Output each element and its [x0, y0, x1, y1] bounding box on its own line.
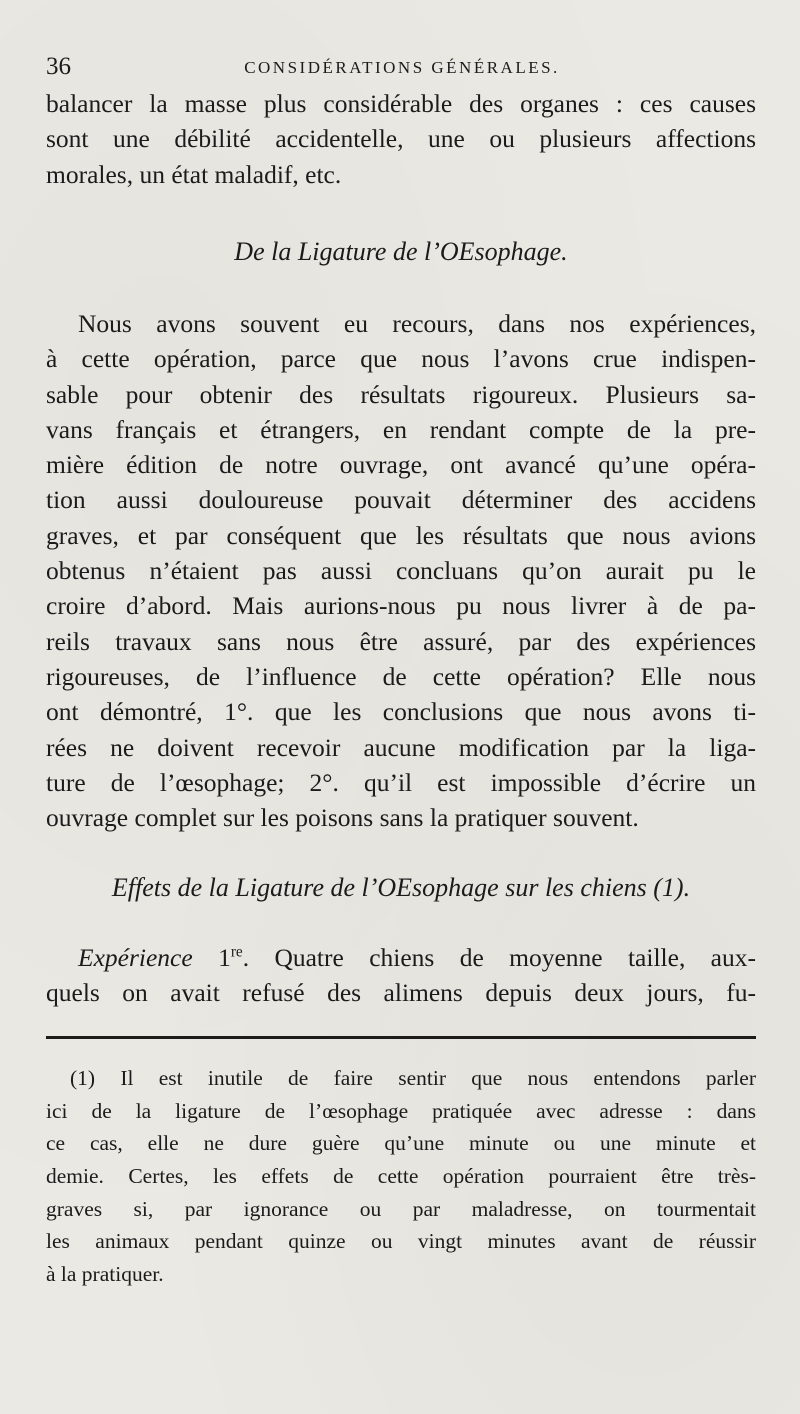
text-line — [46, 940, 756, 975]
text-line: ont démontré, 1°. que les conclusions que nous avons ti- — [46, 697, 756, 727]
text-line: tion aussi douloureuse pouvait déterminer des accidens — [46, 485, 756, 515]
text-line: morales, un état maladif, etc. — [46, 159, 342, 189]
text-line: balancer la masse plus considérable des organes : ces causes — [46, 89, 756, 118]
footnote-line: les animaux pendant quinze ou vingt minutes avant de réussir — [46, 1229, 756, 1254]
text-line: vans français et étrangers, en rendant compte de la pre- — [46, 414, 756, 444]
text-line: ture de l’œsophage; 2°. qu’il est impossible d’écrire un — [46, 767, 756, 797]
footnote-line: ici de la ligature de l’œsophage pratiquée avec adresse : dans — [46, 1098, 756, 1123]
text-line: croire d’abord. Mais aurions-nous pu nous livrer à de pa- — [46, 591, 756, 621]
text-line: sable pour obtenir des résultats rigoureux. Plusieurs sa- — [46, 379, 756, 409]
continued-paragraph — [46, 86, 756, 192]
section-heading-ligature: De la Ligature de l’OEsophage. — [234, 237, 568, 266]
footnote-line: demie. Certes, les effets de cette opération pourraient être très- — [46, 1164, 756, 1189]
footnote-separator-rule — [46, 1036, 756, 1039]
paragraph-ligature-discussion — [46, 306, 756, 835]
footnote-line: à la pratiquer. — [46, 1262, 164, 1287]
footnote-line: graves si, par ignorance ou par maladresse, on tourmentait — [46, 1196, 756, 1221]
page-number: 36 — [46, 53, 71, 80]
running-head — [46, 52, 758, 86]
text-line: rigoureuses, de l’influence de cette opération? Elle nous — [46, 661, 756, 691]
text-line: graves, et par conséquent que les résultats que nous avions — [46, 520, 756, 550]
footnote — [46, 1062, 756, 1291]
text-line: Nous avons souvent eu recours, dans nos expériences, — [78, 309, 756, 338]
text-line: obtenus n’étaient pas aussi concluans qu’on aurait pu le — [46, 556, 756, 586]
experiment-line-1-text: . Quatre chiens de moyenne taille, aux- — [242, 943, 756, 972]
footnote-line: ce cas, elle ne dure guère qu’une minute ou une minute et — [46, 1131, 756, 1156]
text-line: reils travaux sans nous être assuré, par des expériences — [46, 626, 756, 656]
text-line: ouvrage complet sur les poisons sans la pratiquer souvent. — [46, 803, 639, 833]
text-line: sont une débilité accidentelle, une ou plusieurs affections — [46, 124, 756, 154]
section-heading-effects: Effets de la Ligature de l’OEsophage sur les chiens (1). — [111, 873, 691, 902]
paragraph-experiment-1 — [46, 940, 756, 1011]
experiment-ordinal-suffix: re — [230, 943, 243, 961]
experiment-ordinal: 1 — [218, 943, 231, 972]
text-line: rées ne doivent recevoir aucune modification par la liga- — [46, 732, 756, 762]
running-head-title: CONSIDÉRATIONS GÉNÉRALES. — [244, 58, 560, 77]
footnote-line: (1) Il est inutile de faire sentir que nous entendons parler — [70, 1066, 756, 1090]
experiment-label: Expérience — [78, 943, 193, 972]
text-line: mière édition de notre ouvrage, ont avancé qu’une opéra- — [46, 450, 756, 480]
text-line: à cette opération, parce que nous l’avons crue indispen- — [46, 344, 756, 374]
text-line: quels on avait refusé des alimens depuis deux jours, fu- — [46, 978, 756, 1008]
